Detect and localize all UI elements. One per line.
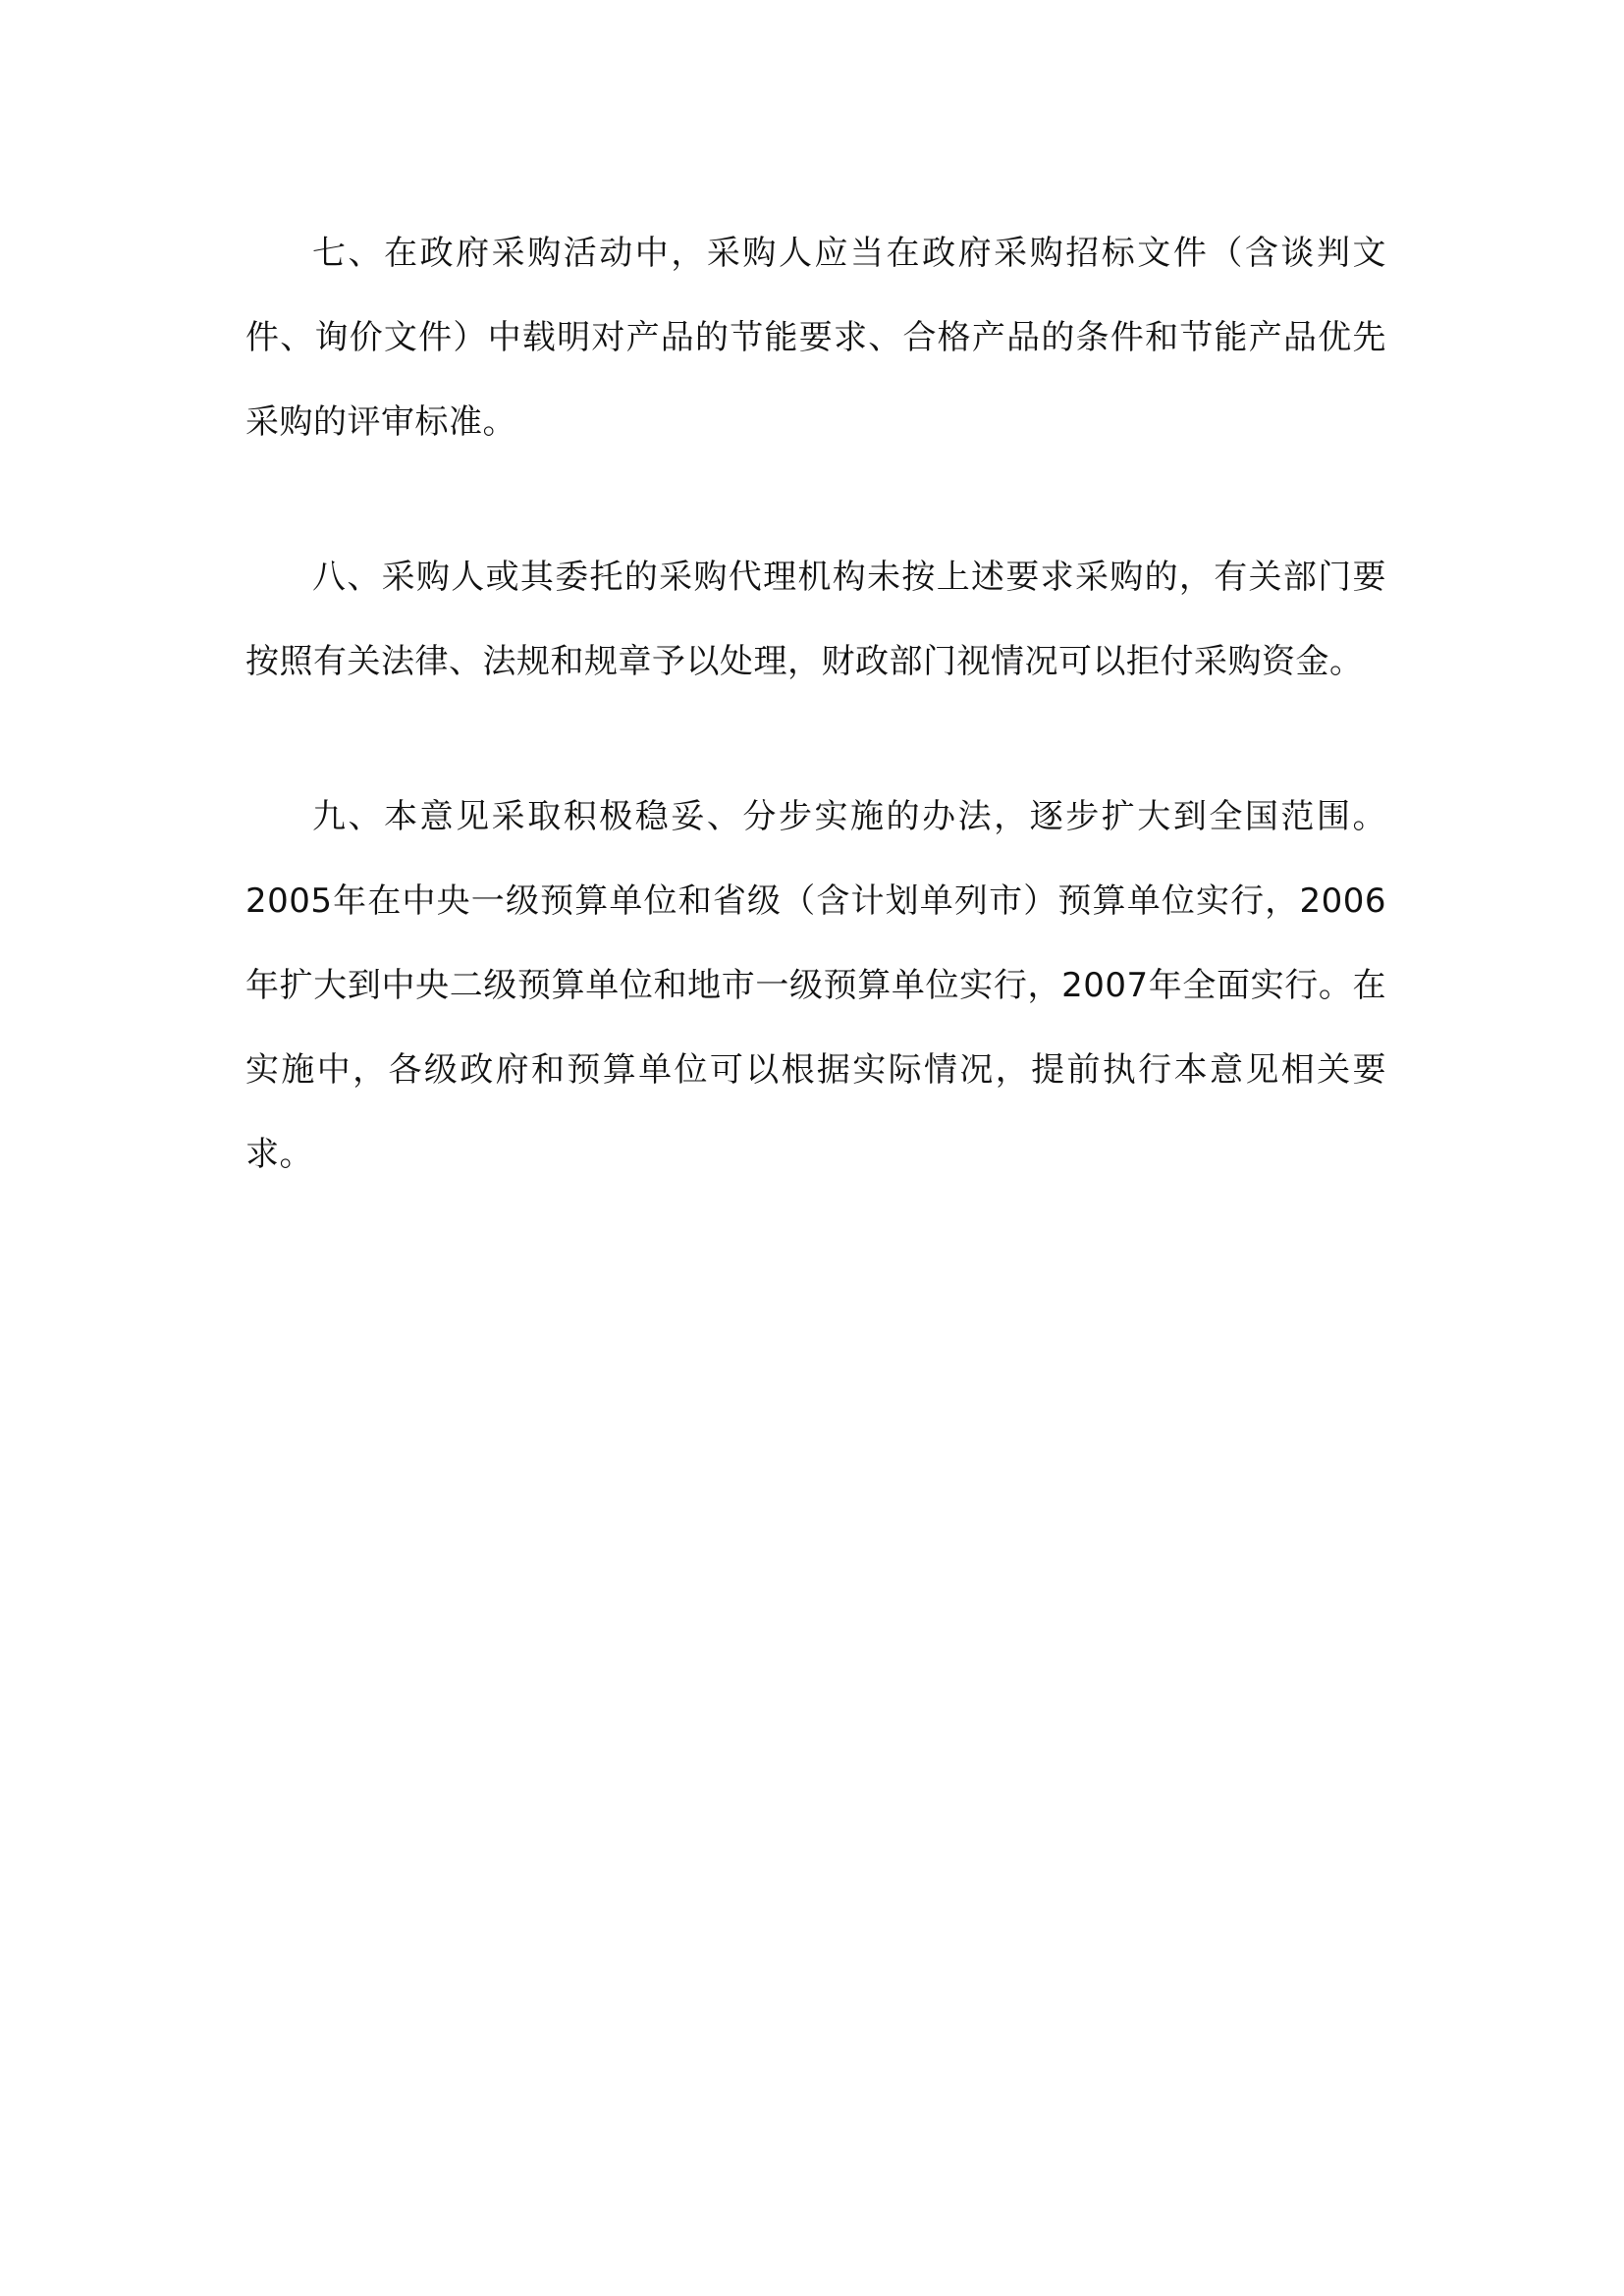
paragraph-7: 七、在政府采购活动中，采购人应当在政府采购招标文件（含谈判文件、询价文件）中载明对产品的节能要求、合格产品的条件和节能产品优先采购的评审标准。 <box>245 234 1386 442</box>
paragraph-9: 九、本意见采取积极稳妥、分步实施的办法，逐步扩大到全国范围。2005年在中央一级预算单位和省级（含计划单列市）预算单位实行，2006年扩大到中央二级预算单位和地市一级预算单位实行，2007年全面实行。在实施中，各级政府和预算单位可以根据实际情况，提前执行本意见相关要求。 <box>245 797 1386 1174</box>
document-body <box>245 211 1386 1267</box>
paragraph-8: 八、采购人或其委托的采购代理机构未按上述要求采购的，有关部门要按照有关法律、法规和规章予以处理，财政部门视情况可以拒付采购资金。 <box>245 558 1386 681</box>
